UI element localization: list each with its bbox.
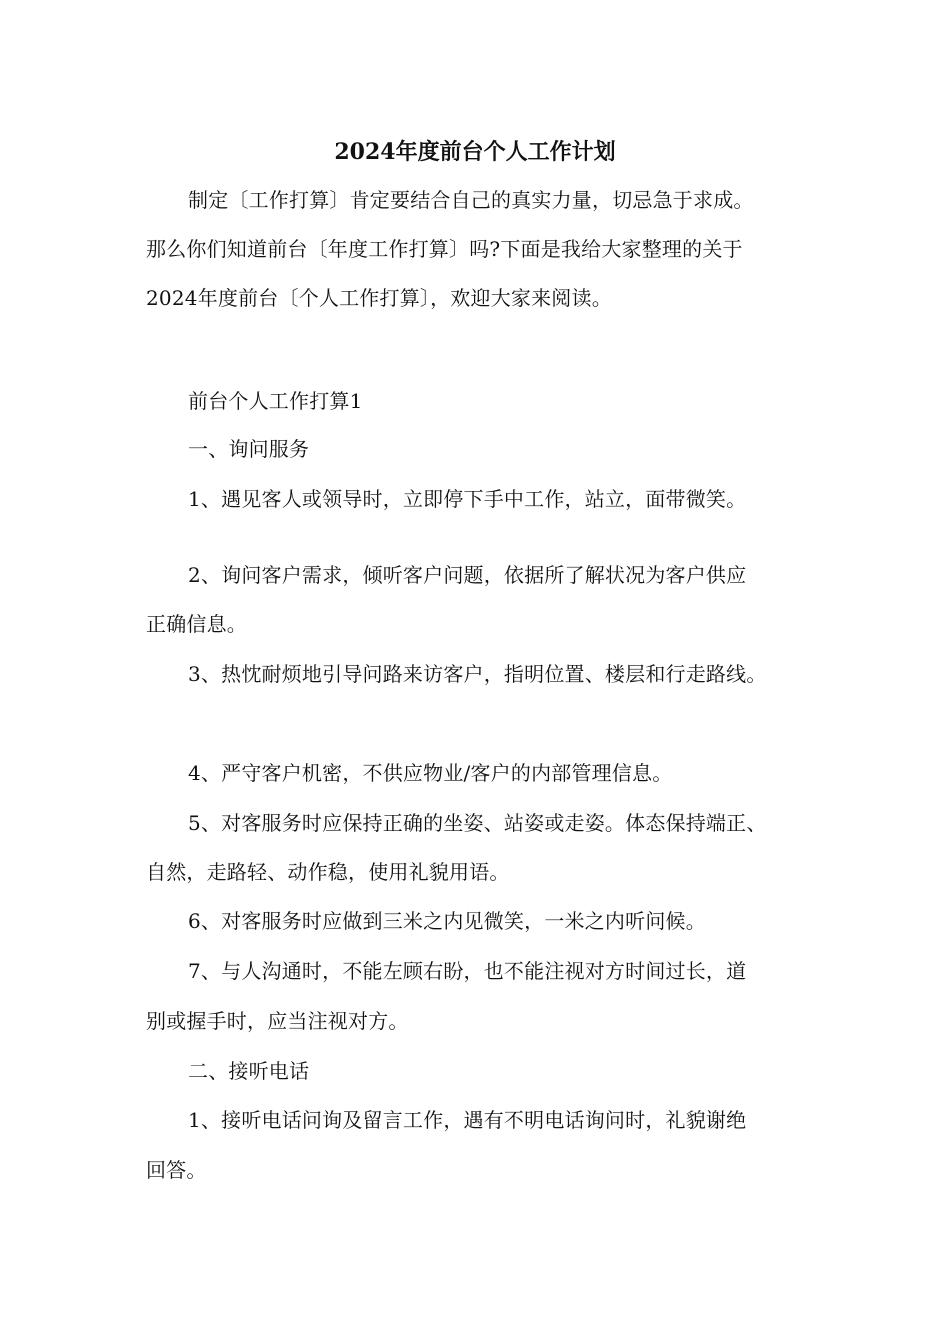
section-2-item-1-line-1: 1、接听电话问询及留言工作，遇有不明电话询问时，礼貌谢绝 (188, 1108, 747, 1132)
section-1-item-7-line-1: 7、与人沟通时，不能左顾右盼，也不能注视对方时间过长，道 (188, 959, 747, 983)
intro-line-2: 那么你们知道前台〔年度工作打算〕吗?下面是我给大家整理的关于 (146, 237, 743, 261)
intro-line-3: 2024年度前台〔个人工作打算〕，欢迎大家来阅读。 (146, 286, 612, 310)
section-1-item-4: 4、严守客户机密，不供应物业/客户的内部管理信息。 (188, 761, 673, 785)
section-1-item-5-line-2: 自然，走路轻、动作稳，使用礼貌用语。 (146, 860, 510, 884)
section-1-item-7-line-2: 别或握手时，应当注视对方。 (146, 1009, 409, 1033)
document-title: 2024年度前台个人工作计划 (334, 139, 616, 165)
section-2-heading: 二、接听电话 (188, 1059, 310, 1083)
section-1-heading: 一、询问服务 (188, 437, 310, 461)
plan-heading: 前台个人工作打算1 (188, 389, 363, 413)
section-1-item-2-line-2: 正确信息。 (146, 612, 247, 636)
section-1-item-5-line-1: 5、对客服务时应保持正确的坐姿、站姿或走姿。体态保持端正、 (188, 811, 767, 835)
section-1-item-1: 1、遇见客人或领导时，立即停下手中工作，站立，面带微笑。 (188, 487, 747, 511)
section-1-item-6: 6、对客服务时应做到三米之内见微笑，一米之内听问候。 (188, 909, 706, 933)
section-2-item-1-line-2: 回答。 (146, 1158, 207, 1182)
intro-line-1: 制定〔工作打算〕肯定要结合自己的真实力量，切忌急于求成。 (188, 188, 754, 212)
section-1-item-3: 3、热忱耐烦地引导问路来访客户，指明位置、楼层和行走路线。 (188, 662, 767, 686)
section-1-item-2-line-1: 2、询问客户需求，倾听客户问题，依据所了解状况为客户供应 (188, 563, 747, 587)
